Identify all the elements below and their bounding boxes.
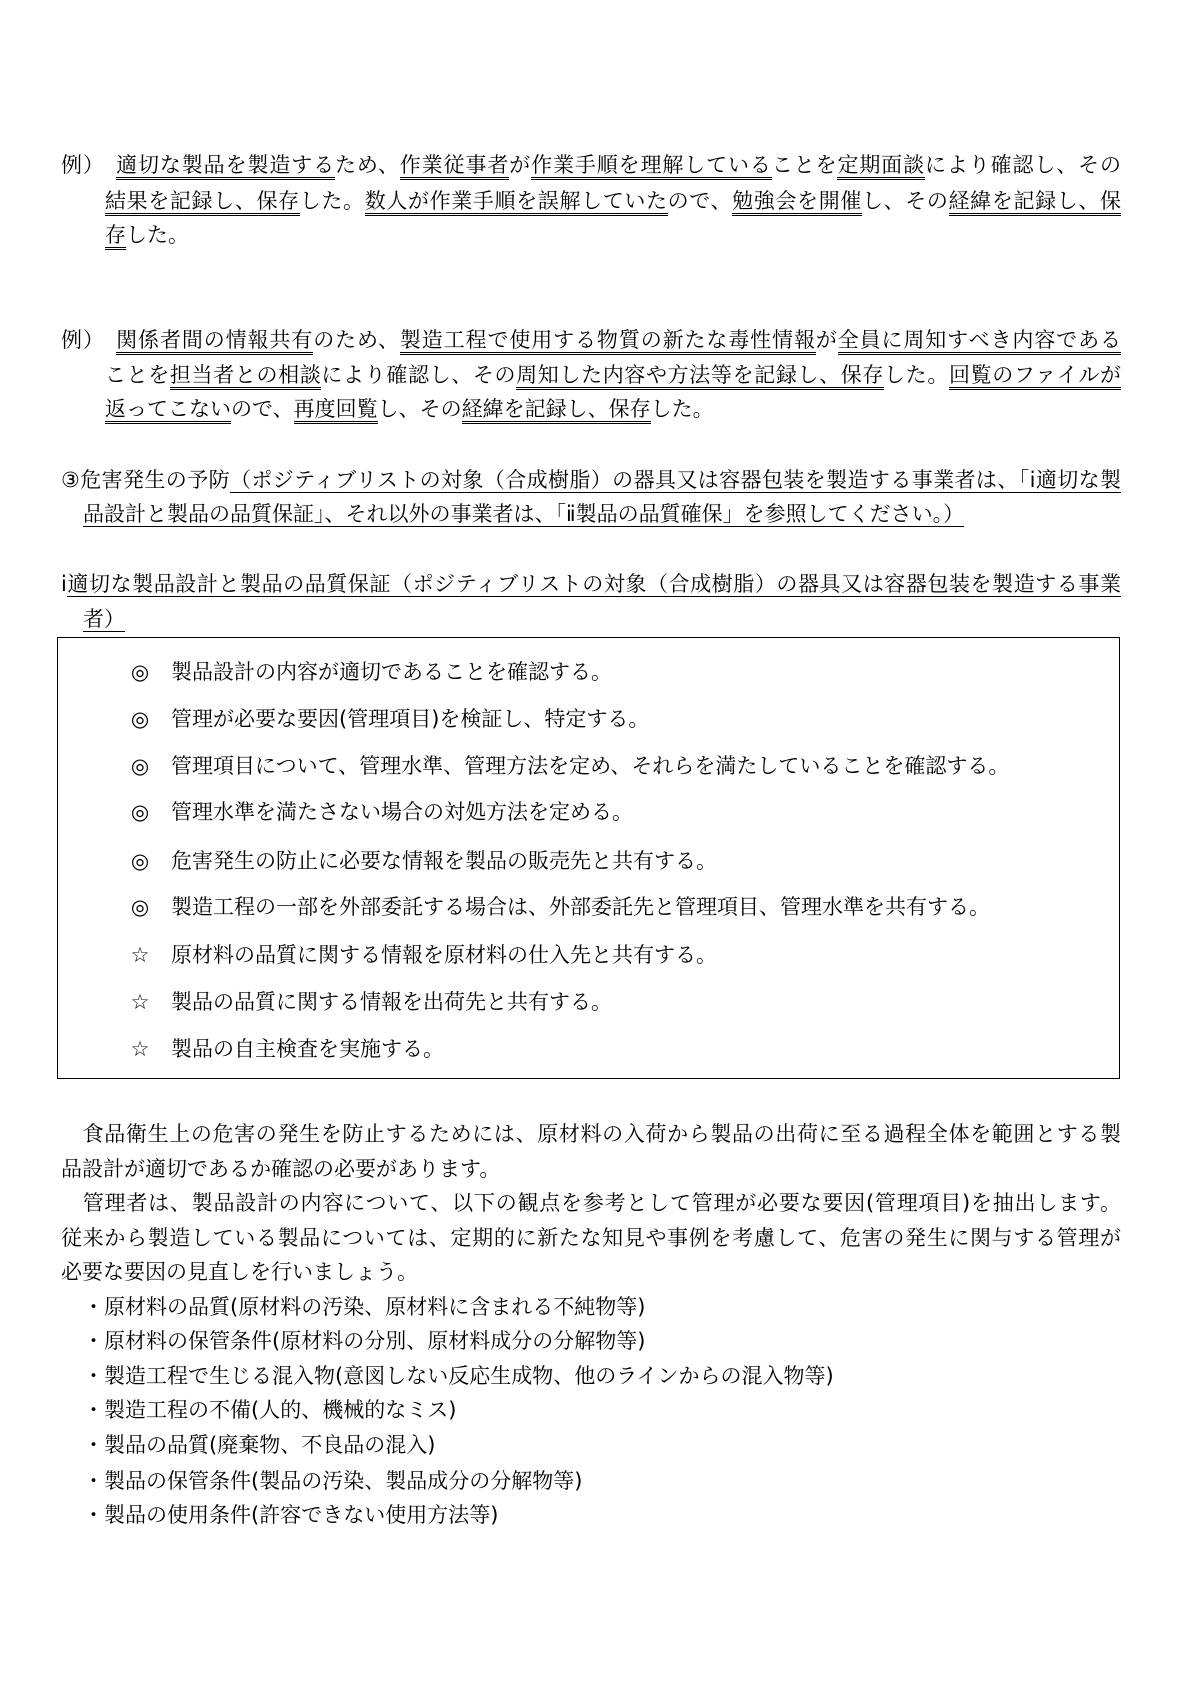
checklist-item: 危害発生の防止に必要な情報を製品の販売先と共有する。 xyxy=(171,849,717,873)
text-segment: 例） xyxy=(61,153,95,177)
text-segment: ので、 xyxy=(667,189,733,213)
text-segment: により確認し、その xyxy=(321,363,517,387)
paragraph-line: 管理者は、製品設計の内容について、以下の観点を参考として管理が必要な要因(管理項目)を抽出します。 xyxy=(61,1191,1121,1215)
bullet-item: ・製品の使用条件(許容できない使用方法等) xyxy=(83,1503,499,1527)
text-segment: し、その xyxy=(861,189,949,213)
underlined-text: 存 xyxy=(105,223,126,250)
checklist-item: 管理が必要な要因(管理項目)を検証し、特定する。 xyxy=(171,707,650,731)
underlined-text: 作業従事者 xyxy=(400,153,509,180)
example-1-line xyxy=(105,222,189,250)
text-segment: ため、 xyxy=(334,153,400,177)
underlined-text: 適切な製品設計と製品の品質保証（ポジティブリストの対象（合成樹脂）の器具又は容器包装を製造する事業 xyxy=(67,572,1121,596)
underlined-text: 担当者との相談 xyxy=(170,363,321,390)
section-3-line xyxy=(61,467,1121,495)
subsection-i-line xyxy=(83,606,125,634)
bullet-item: ・製品の保管条件(製品の汚染、製品成分の分解物等) xyxy=(83,1469,583,1493)
text-segment: が xyxy=(509,153,532,177)
text-segment: 例） xyxy=(61,328,95,352)
underlined-text: 数人が作業手順を誤解していた xyxy=(365,189,668,216)
text-segment: ことを xyxy=(105,363,170,387)
example-1-line xyxy=(61,152,1121,180)
subsection-i-line xyxy=(61,571,1121,599)
text-segment: ③危害発生の予防 xyxy=(61,468,230,492)
underlined-text: 品設計と製品の品質保証」、それ以外の事業者は、「ⅱ製品の品質確保」を参照してください。） xyxy=(83,502,965,526)
example-1-line xyxy=(105,188,1121,216)
text-segment: した。 xyxy=(884,363,949,387)
text-segment: のため、 xyxy=(313,328,400,352)
bullet-item: ・製造工程で生じる混入物(意図しない反応生成物、他のラインからの混入物等) xyxy=(83,1364,834,1388)
checklist-item: 製品の自主検査を実施する。 xyxy=(171,1037,444,1061)
underlined-text: 返ってこない xyxy=(105,397,231,424)
paragraph-line: 必要な要因の見直しを行いましょう。 xyxy=(61,1260,418,1284)
checklist-item: 製品の品質に関する情報を出荷先と共有する。 xyxy=(171,990,612,1014)
double-circle-icon: ◎ xyxy=(130,849,150,873)
text-segment xyxy=(94,153,116,177)
star-icon: ☆ xyxy=(130,990,150,1014)
underlined-text: 勉強会を開催 xyxy=(732,189,862,216)
text-segment: した。 xyxy=(126,223,189,247)
double-circle-icon: ◎ xyxy=(130,895,150,919)
star-icon: ☆ xyxy=(130,943,150,967)
paragraph-line: 食品衛生上の危害の発生を防止するためには、原材料の入荷から製品の出荷に至る過程全体を範囲とする製 xyxy=(61,1122,1121,1146)
checklist-box xyxy=(57,637,1120,1079)
double-circle-icon: ◎ xyxy=(130,800,150,824)
bullet-item: ・原材料の品質(原材料の汚染、原材料に含まれる不純物等) xyxy=(83,1295,646,1319)
double-circle-icon: ◎ xyxy=(130,707,150,731)
underlined-text: （ポジティブリストの対象（合成樹脂）の器具又は容器包装を製造する事業者は、「ⅰ適切な製 xyxy=(230,468,1122,492)
bullet-item: ・製品の品質(廃棄物、不良品の混入) xyxy=(83,1433,436,1457)
double-circle-icon: ◎ xyxy=(130,754,150,778)
example-2-line xyxy=(105,362,1121,390)
underlined-text: 周知した内容や方法等を記録し、保存 xyxy=(516,363,884,390)
checklist-item: 製品設計の内容が適切であることを確認する。 xyxy=(171,660,612,684)
checklist-item: 製造工程の一部を外部委託する場合は、外部委託先と管理項目、管理水準を共有する。 xyxy=(171,895,990,919)
bullet-item: ・原材料の保管条件(原材料の分別、原材料成分の分解物等) xyxy=(83,1329,646,1353)
underlined-text: 定期面談 xyxy=(837,153,925,180)
underlined-text: 結果を記録し、保存 xyxy=(105,189,300,216)
example-2-line xyxy=(61,327,1121,355)
underlined-text: 全員に周知すべき内容である xyxy=(838,328,1121,355)
underlined-text: 作業手順を理解している xyxy=(531,153,772,180)
underlined-text: 製造工程で使用する物質の新たな毒性情報 xyxy=(400,328,816,355)
paragraph-line: 品設計が適切であるか確認の必要があります。 xyxy=(61,1157,501,1181)
underlined-text: 適切な製品を製造する xyxy=(116,153,335,180)
underlined-text: 者） xyxy=(83,607,125,631)
underlined-text: 関係者間の情報共有 xyxy=(116,328,313,355)
star-icon: ☆ xyxy=(130,1037,150,1061)
checklist-item: 管理項目について、管理水準、管理方法を定め、それらを満たしていることを確認する。 xyxy=(171,754,1010,778)
checklist-item: 管理水準を満たさない場合の対処方法を定める。 xyxy=(171,800,633,824)
bullet-item: ・製造工程の不備(人的、機械的なミス) xyxy=(83,1398,457,1422)
text-segment: ので、 xyxy=(231,397,294,421)
double-circle-icon: ◎ xyxy=(130,660,150,684)
checklist-item: 原材料の品質に関する情報を原材料の仕入先と共有する。 xyxy=(171,943,717,967)
text-segment: が xyxy=(815,328,838,352)
underlined-text: 再度回覧 xyxy=(294,397,378,424)
example-2-line xyxy=(105,396,714,424)
text-segment: した。 xyxy=(650,397,714,421)
paragraph-line: 従来から製造している製品については、定期的に新たな知見や事例を考慮して、危害の発生に関与する管理が xyxy=(61,1226,1121,1250)
text-segment: により確認し、その xyxy=(925,153,1122,177)
text-segment xyxy=(94,328,116,352)
text-segment: ことを xyxy=(771,153,838,177)
text-segment: ⅰ xyxy=(61,572,68,596)
underlined-text: 経緯を記録し、保存 xyxy=(462,397,651,424)
text-segment: した。 xyxy=(299,189,365,213)
underlined-text: 回覧のファイルが xyxy=(949,363,1121,390)
text-segment: し、その xyxy=(377,397,462,421)
section-3-line xyxy=(83,501,964,529)
underlined-text: 経緯を記録し、保 xyxy=(949,189,1121,216)
